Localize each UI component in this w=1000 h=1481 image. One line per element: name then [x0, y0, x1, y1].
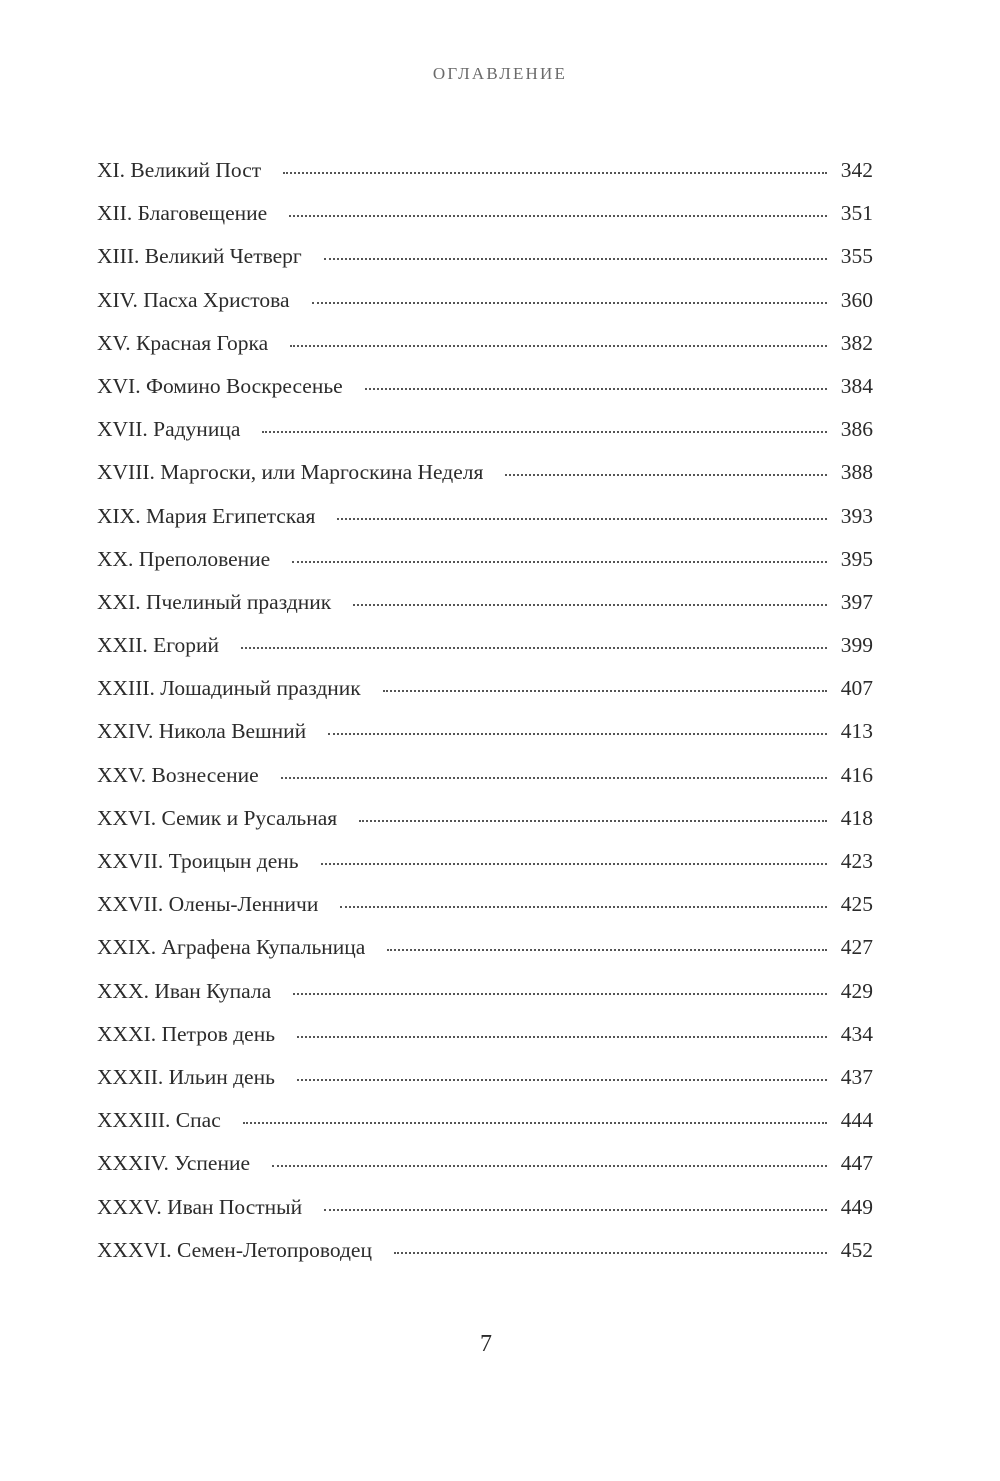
toc-entry [97, 892, 873, 935]
dot-leader [383, 689, 827, 692]
toc-entry [97, 374, 873, 417]
toc-entry-page: 444 [840, 1108, 873, 1133]
toc-entry-title: XXII. Егорий [97, 633, 220, 658]
toc-entry-title: XXIV. Никола Вешний [97, 719, 307, 744]
dot-leader [387, 948, 826, 951]
toc-entry [97, 417, 873, 460]
toc-entry [97, 460, 873, 503]
toc-entry-page: 382 [840, 330, 873, 355]
toc-entry-title: XXX. Иван Купала [97, 978, 272, 1003]
toc-entry-page: 423 [840, 849, 873, 873]
toc-entry-title: XIII. Великий Четверг [97, 244, 302, 269]
toc-entry-page: 425 [840, 892, 873, 917]
table-of-contents [97, 158, 873, 1281]
toc-entry [97, 979, 873, 1022]
toc-entry-page: 342 [840, 158, 873, 182]
toc-entry-title: XXVII. Троицын день [97, 849, 299, 873]
toc-entry-page: 388 [840, 460, 873, 485]
dot-leader [394, 1251, 827, 1254]
toc-entry-title: XIX. Мария Египетская [97, 503, 316, 528]
dot-leader [292, 560, 827, 563]
toc-entry [97, 1022, 873, 1065]
toc-entry-title: XV. Красная Горка [97, 330, 269, 355]
toc-entry-title: XXXV. Иван Постный [97, 1194, 303, 1219]
toc-entry-title: XXXIII. Спас [97, 1108, 221, 1133]
toc-entry-title: XXVII. Олены-Ленничи [97, 892, 319, 917]
dot-leader [293, 992, 827, 995]
dot-leader [328, 732, 827, 735]
toc-entry-title: XXXVI. Семен-Летопроводец [97, 1237, 372, 1262]
toc-entry [97, 935, 873, 978]
dot-leader [243, 1121, 827, 1124]
toc-entry [97, 504, 873, 547]
toc-entry-title: XVII. Радуница [97, 417, 241, 442]
dot-leader [297, 1078, 827, 1081]
toc-entry [97, 158, 873, 201]
toc-entry-page: 434 [840, 1021, 873, 1046]
toc-entry [97, 1195, 873, 1238]
toc-entry-page: 416 [840, 762, 873, 787]
toc-entry-page: 360 [840, 287, 873, 312]
dot-leader [281, 776, 827, 779]
toc-entry-page: 418 [840, 805, 873, 830]
toc-entry [97, 719, 873, 762]
toc-entry-page: 447 [840, 1151, 873, 1176]
toc-entry-title: XXI. Пчелиный праздник [97, 589, 332, 614]
toc-entry [97, 806, 873, 849]
toc-entry-page: 449 [840, 1194, 873, 1219]
dot-leader [324, 257, 827, 260]
toc-entry-page: 351 [840, 201, 873, 226]
toc-entry-title: XVIII. Маргоски, или Маргоскина Неделя [97, 460, 484, 485]
toc-entry-page: 386 [840, 417, 873, 442]
toc-entry [97, 288, 873, 331]
toc-entry-page: 437 [840, 1064, 873, 1089]
dot-leader [505, 473, 826, 476]
toc-entry-page: 429 [840, 978, 873, 1003]
dot-leader [359, 819, 827, 822]
toc-entry [97, 633, 873, 676]
toc-entry [97, 331, 873, 374]
toc-entry-page: 413 [840, 719, 873, 744]
toc-entry-title: XIV. Пасха Христова [97, 287, 290, 312]
dot-leader [297, 1035, 827, 1038]
toc-entry-title: XXIII. Лошадиный праздник [97, 676, 361, 701]
toc-entry [97, 547, 873, 590]
dot-leader [241, 646, 827, 649]
toc-entry [97, 590, 873, 633]
dot-leader [340, 905, 826, 908]
toc-entry-title: XI. Великий Пост [97, 158, 262, 182]
toc-entry-title: XXVI. Семик и Русальная [97, 805, 338, 830]
running-head: ОГЛАВЛЕНИЕ [432, 64, 568, 83]
toc-entry-page: 397 [840, 589, 873, 614]
dot-leader [290, 344, 827, 347]
toc-entry-page: 393 [840, 503, 873, 528]
toc-entry [97, 1151, 873, 1194]
toc-entry-page: 427 [840, 935, 873, 960]
toc-entry-title: XXXII. Ильин день [97, 1064, 275, 1089]
toc-entry [97, 244, 873, 287]
toc-entry [97, 1238, 873, 1281]
toc-entry [97, 201, 873, 244]
toc-entry-title: XXV. Вознесение [97, 762, 259, 787]
toc-entry-title: XX. Преполовение [97, 546, 271, 571]
toc-entry [97, 676, 873, 719]
dot-leader [262, 430, 826, 433]
dot-leader [321, 862, 827, 865]
toc-entry-title: XVI. Фомино Воскресенье [97, 373, 343, 398]
toc-entry-title: XXIX. Аграфена Купальница [97, 935, 366, 960]
dot-leader [312, 301, 827, 304]
dot-leader [272, 1164, 827, 1167]
dot-leader [324, 1208, 827, 1211]
dot-leader [337, 517, 826, 520]
dot-leader [353, 603, 827, 606]
toc-entry [97, 849, 873, 892]
toc-entry [97, 1065, 873, 1108]
toc-entry [97, 763, 873, 806]
toc-entry-title: XXXIV. Успение [97, 1151, 251, 1176]
page-number-text: 7 [480, 1331, 492, 1357]
toc-entry-page: 399 [840, 633, 873, 658]
toc-entry-title: XII. Благовещение [97, 201, 268, 226]
page-number [0, 1331, 1000, 1358]
toc-entry-page: 407 [840, 676, 873, 701]
toc-entry-title: XXXI. Петров день [97, 1021, 276, 1046]
toc-entry-page: 355 [840, 244, 873, 269]
toc-entry-page: 395 [840, 546, 873, 571]
toc-entry-page: 452 [840, 1237, 873, 1262]
dot-leader [283, 171, 827, 174]
dot-leader [289, 214, 827, 217]
dot-leader [365, 387, 827, 390]
toc-entry [97, 1108, 873, 1151]
toc-entry-page: 384 [840, 373, 873, 398]
